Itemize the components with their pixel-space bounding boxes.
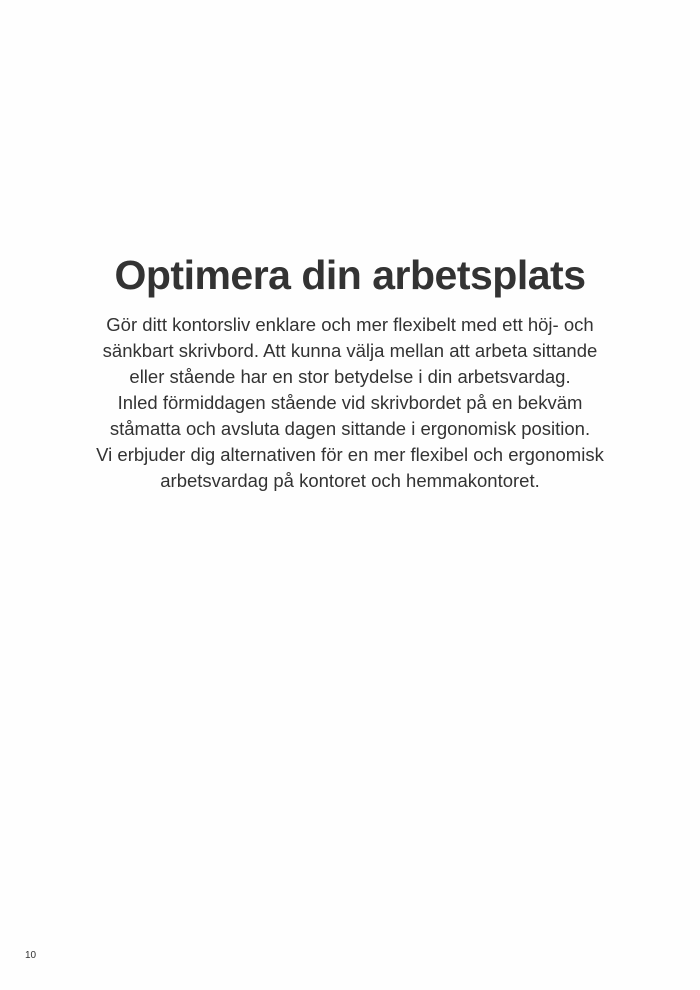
paragraph-line: Inled förmiddagen stående vid skrivbordet på en bekväm bbox=[117, 392, 583, 413]
intro-paragraph bbox=[60, 312, 640, 494]
paragraph-line: eller stående har en stor betydelse i din arbetsvardag. bbox=[129, 366, 571, 387]
page-number: 10 bbox=[25, 950, 37, 961]
paragraph-line: Vi erbjuder dig alternativen för en mer flexibel och ergonomisk bbox=[96, 444, 604, 465]
paragraph-line: sänkbart skrivbord. Att kunna välja mellan att arbeta sittande bbox=[102, 340, 598, 361]
paragraph-line: ståmatta och avsluta dagen sittande i ergonomisk position. bbox=[109, 418, 591, 439]
paragraph-line: Gör ditt kontorsliv enklare och mer flexibelt med ett höj- och bbox=[106, 314, 594, 335]
page-title: Optimera din arbetsplats bbox=[114, 252, 586, 298]
paragraph-line: arbetsvardag på kontoret och hemmakontoret. bbox=[160, 470, 540, 491]
